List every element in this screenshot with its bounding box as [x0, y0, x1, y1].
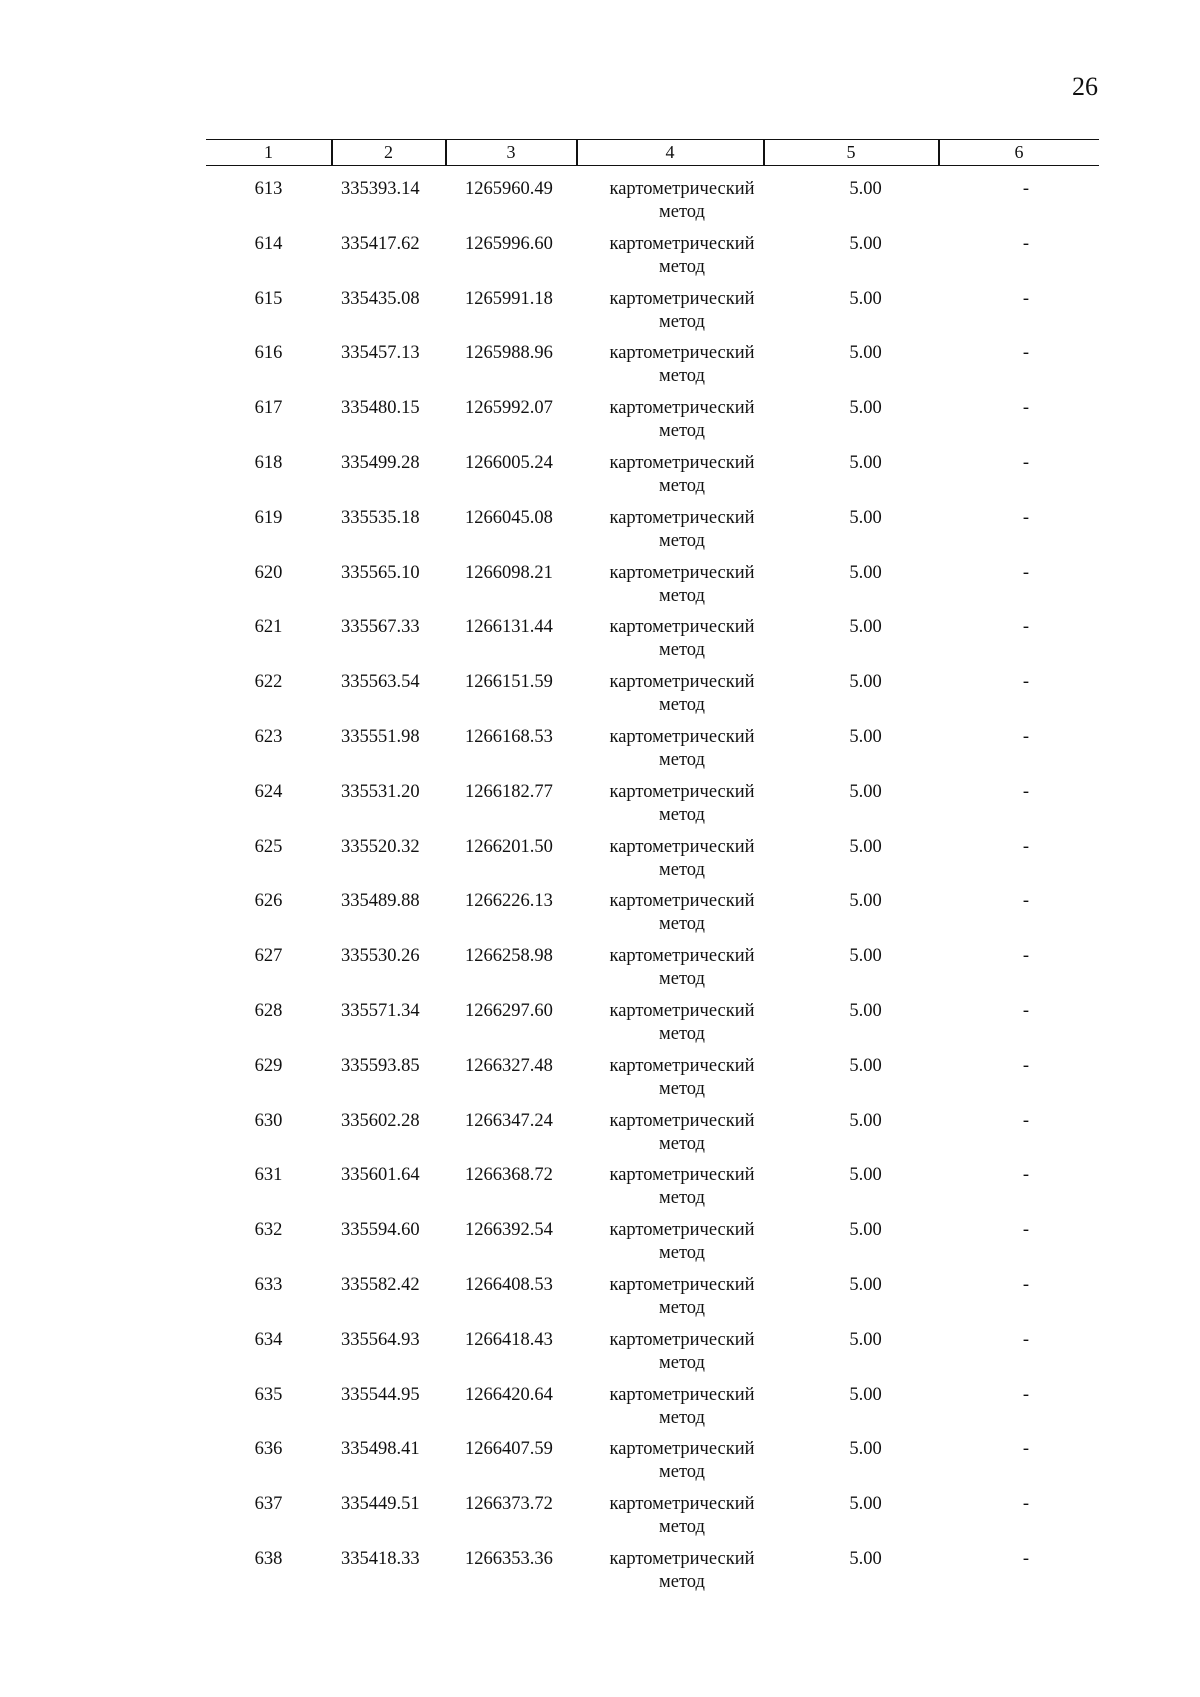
- accuracy-value: 5.00: [849, 617, 882, 638]
- note-value: -: [1022, 672, 1030, 693]
- header-col-2: 2: [384, 142, 393, 162]
- note-value: -: [1022, 617, 1030, 638]
- coordinate-x: 335499.28: [341, 452, 420, 473]
- method-cell: [586, 178, 778, 224]
- coordinate-y: 1266005.24: [465, 452, 553, 473]
- note-value: -: [1022, 1494, 1030, 1515]
- coordinate-y: 1266392.54: [465, 1220, 553, 1241]
- coordinate-y: 1266151.59: [465, 672, 553, 693]
- method-cell: [586, 671, 778, 717]
- note-value: -: [1022, 1110, 1030, 1131]
- accuracy-value: 5.00: [849, 1329, 882, 1350]
- accuracy-value: 5.00: [849, 672, 882, 693]
- coordinate-y: 1266408.53: [465, 1274, 553, 1295]
- note-value: -: [1022, 562, 1030, 583]
- method-line-2: метод: [659, 1243, 705, 1264]
- coordinate-y: 1266368.72: [465, 1165, 553, 1186]
- coordinate-y: 1265988.96: [465, 343, 553, 364]
- accuracy-value: 5.00: [849, 1548, 882, 1569]
- table-row: [206, 1548, 1099, 1603]
- point-number: 625: [254, 836, 283, 857]
- method-line-1: картометрический: [609, 1055, 755, 1076]
- note-value: -: [1022, 946, 1030, 967]
- note-value: -: [1022, 288, 1030, 309]
- coordinate-x: 335563.54: [341, 672, 420, 693]
- accuracy-value: 5.00: [849, 836, 882, 857]
- coordinate-x: 335449.51: [341, 1494, 420, 1515]
- accuracy-value: 5.00: [849, 1220, 882, 1241]
- method-line-1: картометрический: [609, 891, 755, 912]
- method-cell: [586, 616, 778, 662]
- method-cell: [586, 1274, 778, 1320]
- note-value: -: [1022, 1548, 1030, 1569]
- accuracy-value: 5.00: [849, 1165, 882, 1186]
- coordinate-x: 335498.41: [341, 1439, 420, 1460]
- table-row: [206, 1219, 1099, 1274]
- coordinate-y: 1266226.13: [465, 891, 553, 912]
- method-line-2: метод: [659, 475, 705, 496]
- table-row: [206, 1329, 1099, 1384]
- note-value: -: [1022, 452, 1030, 473]
- method-line-1: картометрический: [609, 1274, 755, 1295]
- method-line-1: картометрический: [609, 946, 755, 967]
- method-line-2: метод: [659, 1188, 705, 1209]
- note-value: -: [1022, 1329, 1030, 1350]
- method-line-1: картометрический: [609, 672, 755, 693]
- table-row: [206, 1110, 1099, 1165]
- method-cell: [586, 1548, 778, 1594]
- method-cell: [586, 945, 778, 991]
- method-line-1: картометрический: [609, 1439, 755, 1460]
- method-cell: [586, 836, 778, 882]
- accuracy-value: 5.00: [849, 398, 882, 419]
- coordinate-x: 335602.28: [341, 1110, 420, 1131]
- coordinate-y: 1266373.72: [465, 1494, 553, 1515]
- note-value: -: [1022, 836, 1030, 857]
- table-row: [206, 1055, 1099, 1110]
- method-line-1: картометрический: [609, 179, 755, 199]
- accuracy-value: 5.00: [849, 233, 882, 254]
- point-number: 634: [254, 1329, 283, 1350]
- note-value: -: [1022, 1000, 1030, 1021]
- note-value: -: [1022, 233, 1030, 254]
- table-row: [206, 178, 1099, 233]
- note-value: -: [1022, 179, 1030, 199]
- coordinates-table: [206, 139, 1099, 1603]
- header-col-1: 1: [264, 142, 273, 162]
- method-line-1: картометрический: [609, 507, 755, 528]
- method-cell: [586, 562, 778, 608]
- coordinate-y: 1266201.50: [465, 836, 553, 857]
- note-value: -: [1022, 1384, 1030, 1405]
- method-line-2: метод: [659, 1517, 705, 1538]
- method-line-2: метод: [659, 1352, 705, 1373]
- accuracy-value: 5.00: [849, 781, 882, 802]
- coordinate-x: 335418.33: [341, 1548, 420, 1569]
- method-line-2: метод: [659, 640, 705, 661]
- method-line-2: метод: [659, 585, 705, 606]
- table-row: [206, 452, 1099, 507]
- method-line-1: картометрический: [609, 398, 755, 419]
- accuracy-value: 5.00: [849, 1384, 882, 1405]
- accuracy-value: 5.00: [849, 1000, 882, 1021]
- method-line-1: картометрический: [609, 1220, 755, 1241]
- method-line-2: метод: [659, 695, 705, 716]
- coordinate-y: 1266297.60: [465, 1000, 553, 1021]
- point-number: 630: [254, 1110, 283, 1131]
- accuracy-value: 5.00: [849, 507, 882, 528]
- table-row: [206, 671, 1099, 726]
- point-number: 633: [254, 1274, 283, 1295]
- method-cell: [586, 1438, 778, 1484]
- point-number: 628: [254, 1000, 283, 1021]
- method-line-1: картометрический: [609, 233, 755, 254]
- coordinate-x: 335567.33: [341, 617, 420, 638]
- table-row: [206, 507, 1099, 562]
- table-row: [206, 1274, 1099, 1329]
- method-line-2: метод: [659, 311, 705, 332]
- method-cell: [586, 726, 778, 772]
- coordinate-y: 1266258.98: [465, 946, 553, 967]
- method-line-1: картометрический: [609, 1110, 755, 1131]
- method-cell: [586, 890, 778, 936]
- coordinate-y: 1265992.07: [465, 398, 553, 419]
- note-value: -: [1022, 1220, 1030, 1241]
- point-number: 613: [254, 179, 283, 199]
- note-value: -: [1022, 1274, 1030, 1295]
- accuracy-value: 5.00: [849, 891, 882, 912]
- table-row: [206, 1384, 1099, 1439]
- table-row: [206, 288, 1099, 343]
- point-number: 637: [254, 1494, 283, 1515]
- coordinate-x: 335571.34: [341, 1000, 420, 1021]
- header-col-4: 4: [665, 142, 675, 162]
- note-value: -: [1022, 1439, 1030, 1460]
- table-row: [206, 233, 1099, 288]
- method-line-1: картометрический: [609, 617, 755, 638]
- coordinate-y: 1266182.77: [465, 781, 553, 802]
- coordinate-y: 1265996.60: [465, 233, 553, 254]
- coordinate-x: 335544.95: [341, 1384, 420, 1405]
- method-cell: [586, 288, 778, 334]
- note-value: -: [1022, 343, 1030, 364]
- point-number: 627: [254, 946, 283, 967]
- method-line-1: картометрический: [609, 452, 755, 473]
- method-line-2: метод: [659, 366, 705, 387]
- coordinate-x: 335393.14: [341, 179, 420, 199]
- method-cell: [586, 452, 778, 498]
- table-row: [206, 1164, 1099, 1219]
- method-line-1: картометрический: [609, 1494, 755, 1515]
- method-line-2: метод: [659, 1023, 705, 1044]
- point-number: 631: [254, 1165, 283, 1186]
- coordinate-x: 335530.26: [341, 946, 420, 967]
- table-header-row: [206, 139, 1099, 166]
- coordinate-x: 335594.60: [341, 1220, 420, 1241]
- coordinate-x: 335564.93: [341, 1329, 420, 1350]
- method-line-2: метод: [659, 749, 705, 770]
- coordinate-x: 335457.13: [341, 343, 420, 364]
- method-line-1: картометрический: [609, 1329, 755, 1350]
- point-number: 635: [254, 1384, 283, 1405]
- coordinate-y: 1265991.18: [465, 288, 553, 309]
- note-value: -: [1022, 726, 1030, 747]
- method-line-1: картометрический: [609, 1165, 755, 1186]
- accuracy-value: 5.00: [849, 562, 882, 583]
- accuracy-value: 5.00: [849, 343, 882, 364]
- coordinate-x: 335565.10: [341, 562, 420, 583]
- method-line-2: метод: [659, 1133, 705, 1154]
- note-value: -: [1022, 1055, 1030, 1076]
- method-line-1: картометрический: [609, 343, 755, 364]
- coordinate-y: 1266420.64: [465, 1384, 553, 1405]
- method-line-2: метод: [659, 859, 705, 880]
- method-cell: [586, 397, 778, 443]
- coordinate-x: 335480.15: [341, 398, 420, 419]
- method-line-1: картометрический: [609, 726, 755, 747]
- table-row: [206, 1438, 1099, 1493]
- table-row: [206, 945, 1099, 1000]
- table-row: [206, 1000, 1099, 1055]
- coordinate-y: 1266168.53: [465, 726, 553, 747]
- point-number: 618: [254, 452, 283, 473]
- point-number: 621: [254, 617, 283, 638]
- method-line-2: метод: [659, 1462, 705, 1483]
- coordinate-x: 335593.85: [341, 1055, 420, 1076]
- point-number: 620: [254, 562, 283, 583]
- method-line-2: метод: [659, 1297, 705, 1318]
- point-number: 629: [254, 1055, 283, 1076]
- coordinate-x: 335601.64: [341, 1165, 420, 1186]
- accuracy-value: 5.00: [849, 288, 882, 309]
- method-line-1: картометрический: [609, 1000, 755, 1021]
- coordinate-y: 1266098.21: [465, 562, 553, 583]
- method-line-2: метод: [659, 530, 705, 551]
- accuracy-value: 5.00: [849, 1439, 882, 1460]
- method-cell: [586, 1000, 778, 1046]
- table-row: [206, 1493, 1099, 1548]
- method-line-2: метод: [659, 256, 705, 277]
- point-number: 614: [254, 233, 283, 254]
- header-col-3: 3: [506, 142, 516, 162]
- table-row: [206, 781, 1099, 836]
- accuracy-value: 5.00: [849, 946, 882, 967]
- coordinate-y: 1266407.59: [465, 1439, 553, 1460]
- coordinate-x: 335582.42: [341, 1274, 420, 1295]
- coordinate-x: 335417.62: [341, 233, 420, 254]
- method-cell: [586, 1493, 778, 1539]
- method-cell: [586, 1384, 778, 1430]
- point-number: 622: [254, 672, 283, 693]
- table-row: [206, 836, 1099, 891]
- coordinate-x: 335551.98: [341, 726, 420, 747]
- coordinate-y: 1266353.36: [465, 1548, 553, 1569]
- method-line-2: метод: [659, 1078, 705, 1099]
- method-line-2: метод: [659, 1407, 705, 1428]
- accuracy-value: 5.00: [849, 452, 882, 473]
- point-number: 615: [254, 288, 283, 309]
- method-line-2: метод: [659, 421, 705, 442]
- coordinate-x: 335435.08: [341, 288, 420, 309]
- coordinate-y: 1265960.49: [465, 179, 553, 199]
- coordinate-y: 1266347.24: [465, 1110, 553, 1131]
- table-row: [206, 342, 1099, 397]
- table-row: [206, 562, 1099, 617]
- method-cell: [586, 233, 778, 279]
- table-body: [206, 178, 1099, 1603]
- coordinate-x: 335520.32: [341, 836, 420, 857]
- point-number: 632: [254, 1220, 283, 1241]
- method-line-2: метод: [659, 1571, 705, 1592]
- method-line-1: картометрический: [609, 288, 755, 309]
- table-row: [206, 726, 1099, 781]
- note-value: -: [1022, 398, 1030, 419]
- table-row: [206, 616, 1099, 671]
- method-line-1: картометрический: [609, 836, 755, 857]
- point-number: 624: [254, 781, 283, 802]
- coordinate-x: 335489.88: [341, 891, 420, 912]
- accuracy-value: 5.00: [849, 726, 882, 747]
- table-row: [206, 890, 1099, 945]
- point-number: 636: [254, 1439, 283, 1460]
- method-cell: [586, 507, 778, 553]
- point-number: 623: [254, 726, 283, 747]
- header-col-5: 5: [846, 142, 856, 162]
- coordinate-y: 1266418.43: [465, 1329, 553, 1350]
- method-cell: [586, 1329, 778, 1375]
- method-line-2: метод: [659, 914, 705, 935]
- method-cell: [586, 781, 778, 827]
- point-number: 638: [254, 1548, 283, 1569]
- accuracy-value: 5.00: [849, 1055, 882, 1076]
- method-line-2: метод: [659, 969, 705, 990]
- coordinate-x: 335531.20: [341, 781, 420, 802]
- page-number: 26: [1072, 72, 1098, 101]
- accuracy-value: 5.00: [849, 1494, 882, 1515]
- note-value: -: [1022, 891, 1030, 912]
- method-line-1: картометрический: [609, 1384, 755, 1405]
- coordinate-y: 1266045.08: [465, 507, 553, 528]
- note-value: -: [1022, 1165, 1030, 1186]
- method-line-1: картометрический: [609, 781, 755, 802]
- point-number: 616: [254, 343, 283, 364]
- method-line-1: картометрический: [609, 1548, 755, 1569]
- method-cell: [586, 1219, 778, 1265]
- method-line-1: картометрический: [609, 562, 755, 583]
- note-value: -: [1022, 507, 1030, 528]
- coordinate-y: 1266131.44: [465, 617, 553, 638]
- table-row: [206, 397, 1099, 452]
- method-cell: [586, 1110, 778, 1156]
- method-line-2: метод: [659, 804, 705, 825]
- header-col-6: 6: [1014, 142, 1024, 162]
- accuracy-value: 5.00: [849, 1274, 882, 1295]
- point-number: 619: [254, 507, 283, 528]
- point-number: 626: [254, 891, 283, 912]
- accuracy-value: 5.00: [849, 179, 882, 199]
- coordinate-x: 335535.18: [341, 507, 420, 528]
- method-cell: [586, 1055, 778, 1101]
- point-number: 617: [254, 398, 283, 419]
- method-cell: [586, 342, 778, 388]
- coordinate-y: 1266327.48: [465, 1055, 553, 1076]
- method-cell: [586, 1164, 778, 1210]
- accuracy-value: 5.00: [849, 1110, 882, 1131]
- note-value: -: [1022, 781, 1030, 802]
- method-line-2: метод: [659, 202, 705, 222]
